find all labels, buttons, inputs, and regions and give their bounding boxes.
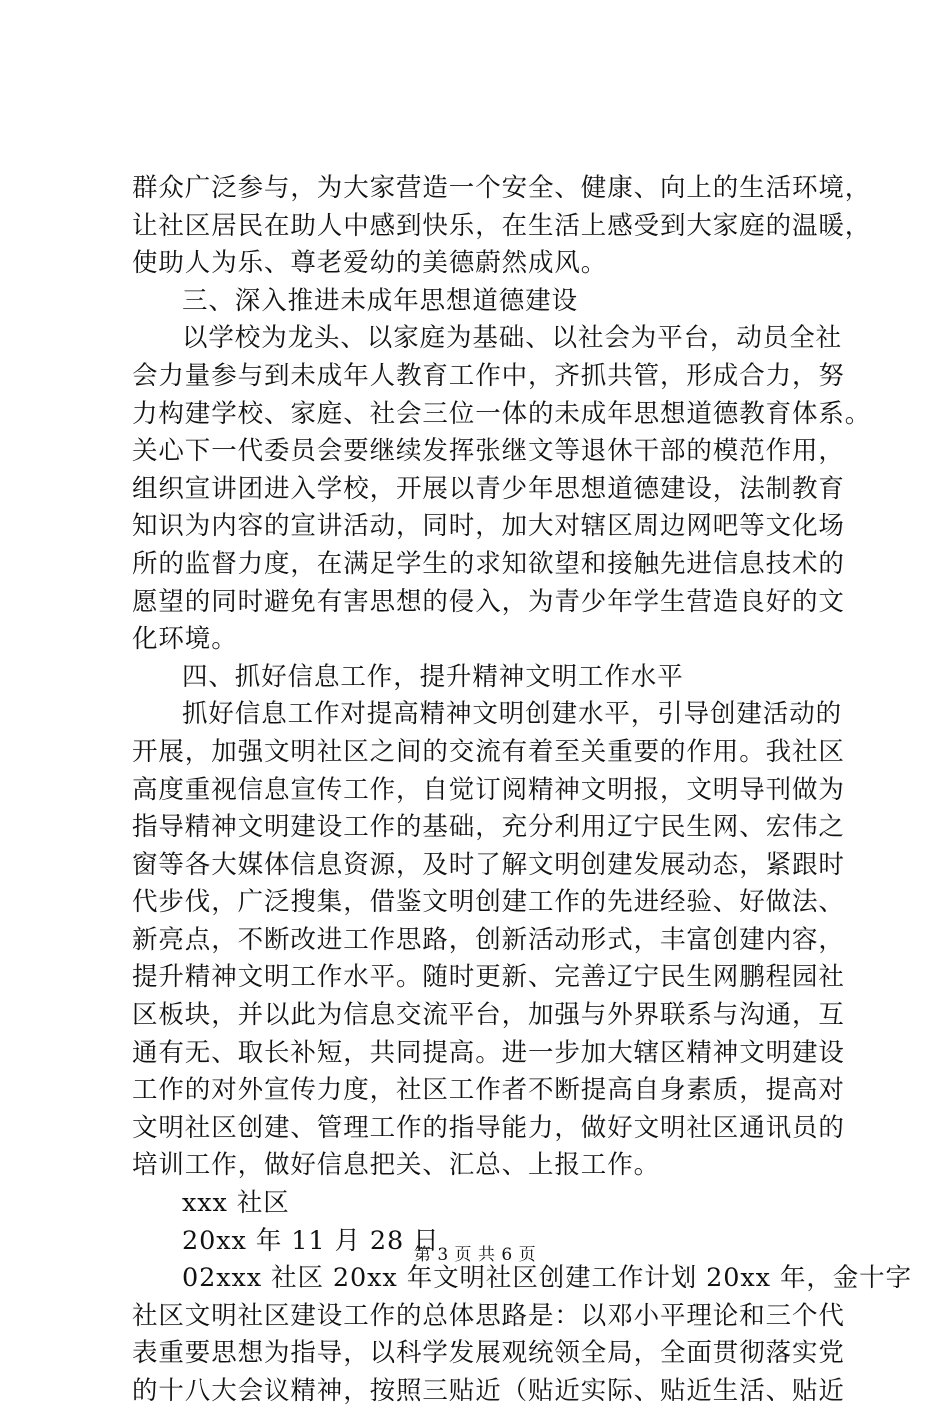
text-line: 组织宣讲团进入学校，开展以青少年思想道德建设，法制教育 [132, 473, 845, 504]
text-line: 以学校为龙头、以家庭为基础、以社会为平台，动员全社 [182, 323, 843, 354]
text-line: 表重要思想为指导，以科学发展观统领全局，全面贯彻落实党 [132, 1338, 845, 1369]
text-line: 02xxx 社区 20xx 年文明社区创建工作计划 20xx 年，金十字 [182, 1263, 912, 1294]
text-line: 抓好信息工作对提高精神文明创建水平，引导创建活动的 [182, 699, 843, 730]
text-line: 指导精神文明建设工作的基础，充分利用辽宁民生网、宏伟之 [132, 812, 845, 843]
text-line: 代步伐，广泛搜集，借鉴文明创建工作的先进经验、好做法、 [132, 887, 845, 918]
text-line: 开展，加强文明社区之间的交流有着至关重要的作用。我社区 [132, 736, 845, 767]
text-line: xxx 社区 [182, 1188, 290, 1219]
text-line: 窗等各大媒体信息资源，及时了解文明创建发展动态，紧跟时 [132, 849, 845, 880]
text-line: 区板块，并以此为信息交流平台，加强与外界联系与沟通，互 [132, 1000, 845, 1031]
text-line: 的十八大会议精神，按照三贴近（贴近实际、贴近生活、贴近 [132, 1376, 845, 1406]
text-line: 知识为内容的宣讲活动，同时，加大对辖区周边网吧等文化场 [132, 511, 845, 542]
text-line: 关心下一代委员会要继续发挥张继文等退休干部的模范作用， [132, 436, 845, 467]
text-line: 会力量参与到未成年人教育工作中，齐抓共管，形成合力，努 [132, 360, 845, 391]
text-line: 愿望的同时避免有害思想的侵入，为青少年学生营造良好的文 [132, 586, 845, 617]
text-line: 文明社区创建、管理工作的指导能力，做好文明社区通讯员的 [132, 1112, 845, 1143]
text-line: 化环境。 [132, 624, 238, 655]
text-line: 通有无、取长补短，共同提高。进一步加大辖区精神文明建设 [132, 1037, 845, 1068]
page-footer: 第 3 页 共 6 页 [413, 1245, 537, 1265]
text-line: 四、抓好信息工作，提升精神文明工作水平 [182, 661, 684, 692]
text-line: 力构建学校、家庭、社会三位一体的未成年思想道德教育体系。 [132, 398, 872, 429]
text-line: 提升精神文明工作水平。随时更新、完善辽宁民生网鹏程园社 [132, 962, 845, 993]
text-line: 让社区居民在助人中感到快乐，在生活上感受到大家庭的温暖， [132, 210, 872, 241]
text-line: 工作的对外宣传力度，社区工作者不断提高自身素质，提高对 [132, 1075, 845, 1106]
body-text [132, 170, 912, 1411]
text-line: 所的监督力度，在满足学生的求知欲望和接触先进信息技术的 [132, 548, 845, 579]
text-line: 培训工作，做好信息把关、汇总、上报工作。 [132, 1150, 661, 1181]
text-line: 社区文明社区建设工作的总体思路是：以邓小平理论和三个代 [132, 1300, 845, 1331]
text-line: 三、深入推进未成年思想道德建设 [182, 285, 579, 316]
text-line: 新亮点，不断改进工作思路，创新活动形式，丰富创建内容， [132, 924, 845, 955]
text-line: 使助人为乐、尊老爱幼的美德蔚然成风。 [132, 248, 608, 279]
text-line: 群众广泛参与，为大家营造一个安全、健康、向上的生活环境， [132, 173, 872, 203]
text-line: 高度重视信息宣传工作，自觉订阅精神文明报，文明导刊做为 [132, 774, 845, 805]
text-line: 20xx 年 11 月 28 日 [182, 1225, 440, 1256]
